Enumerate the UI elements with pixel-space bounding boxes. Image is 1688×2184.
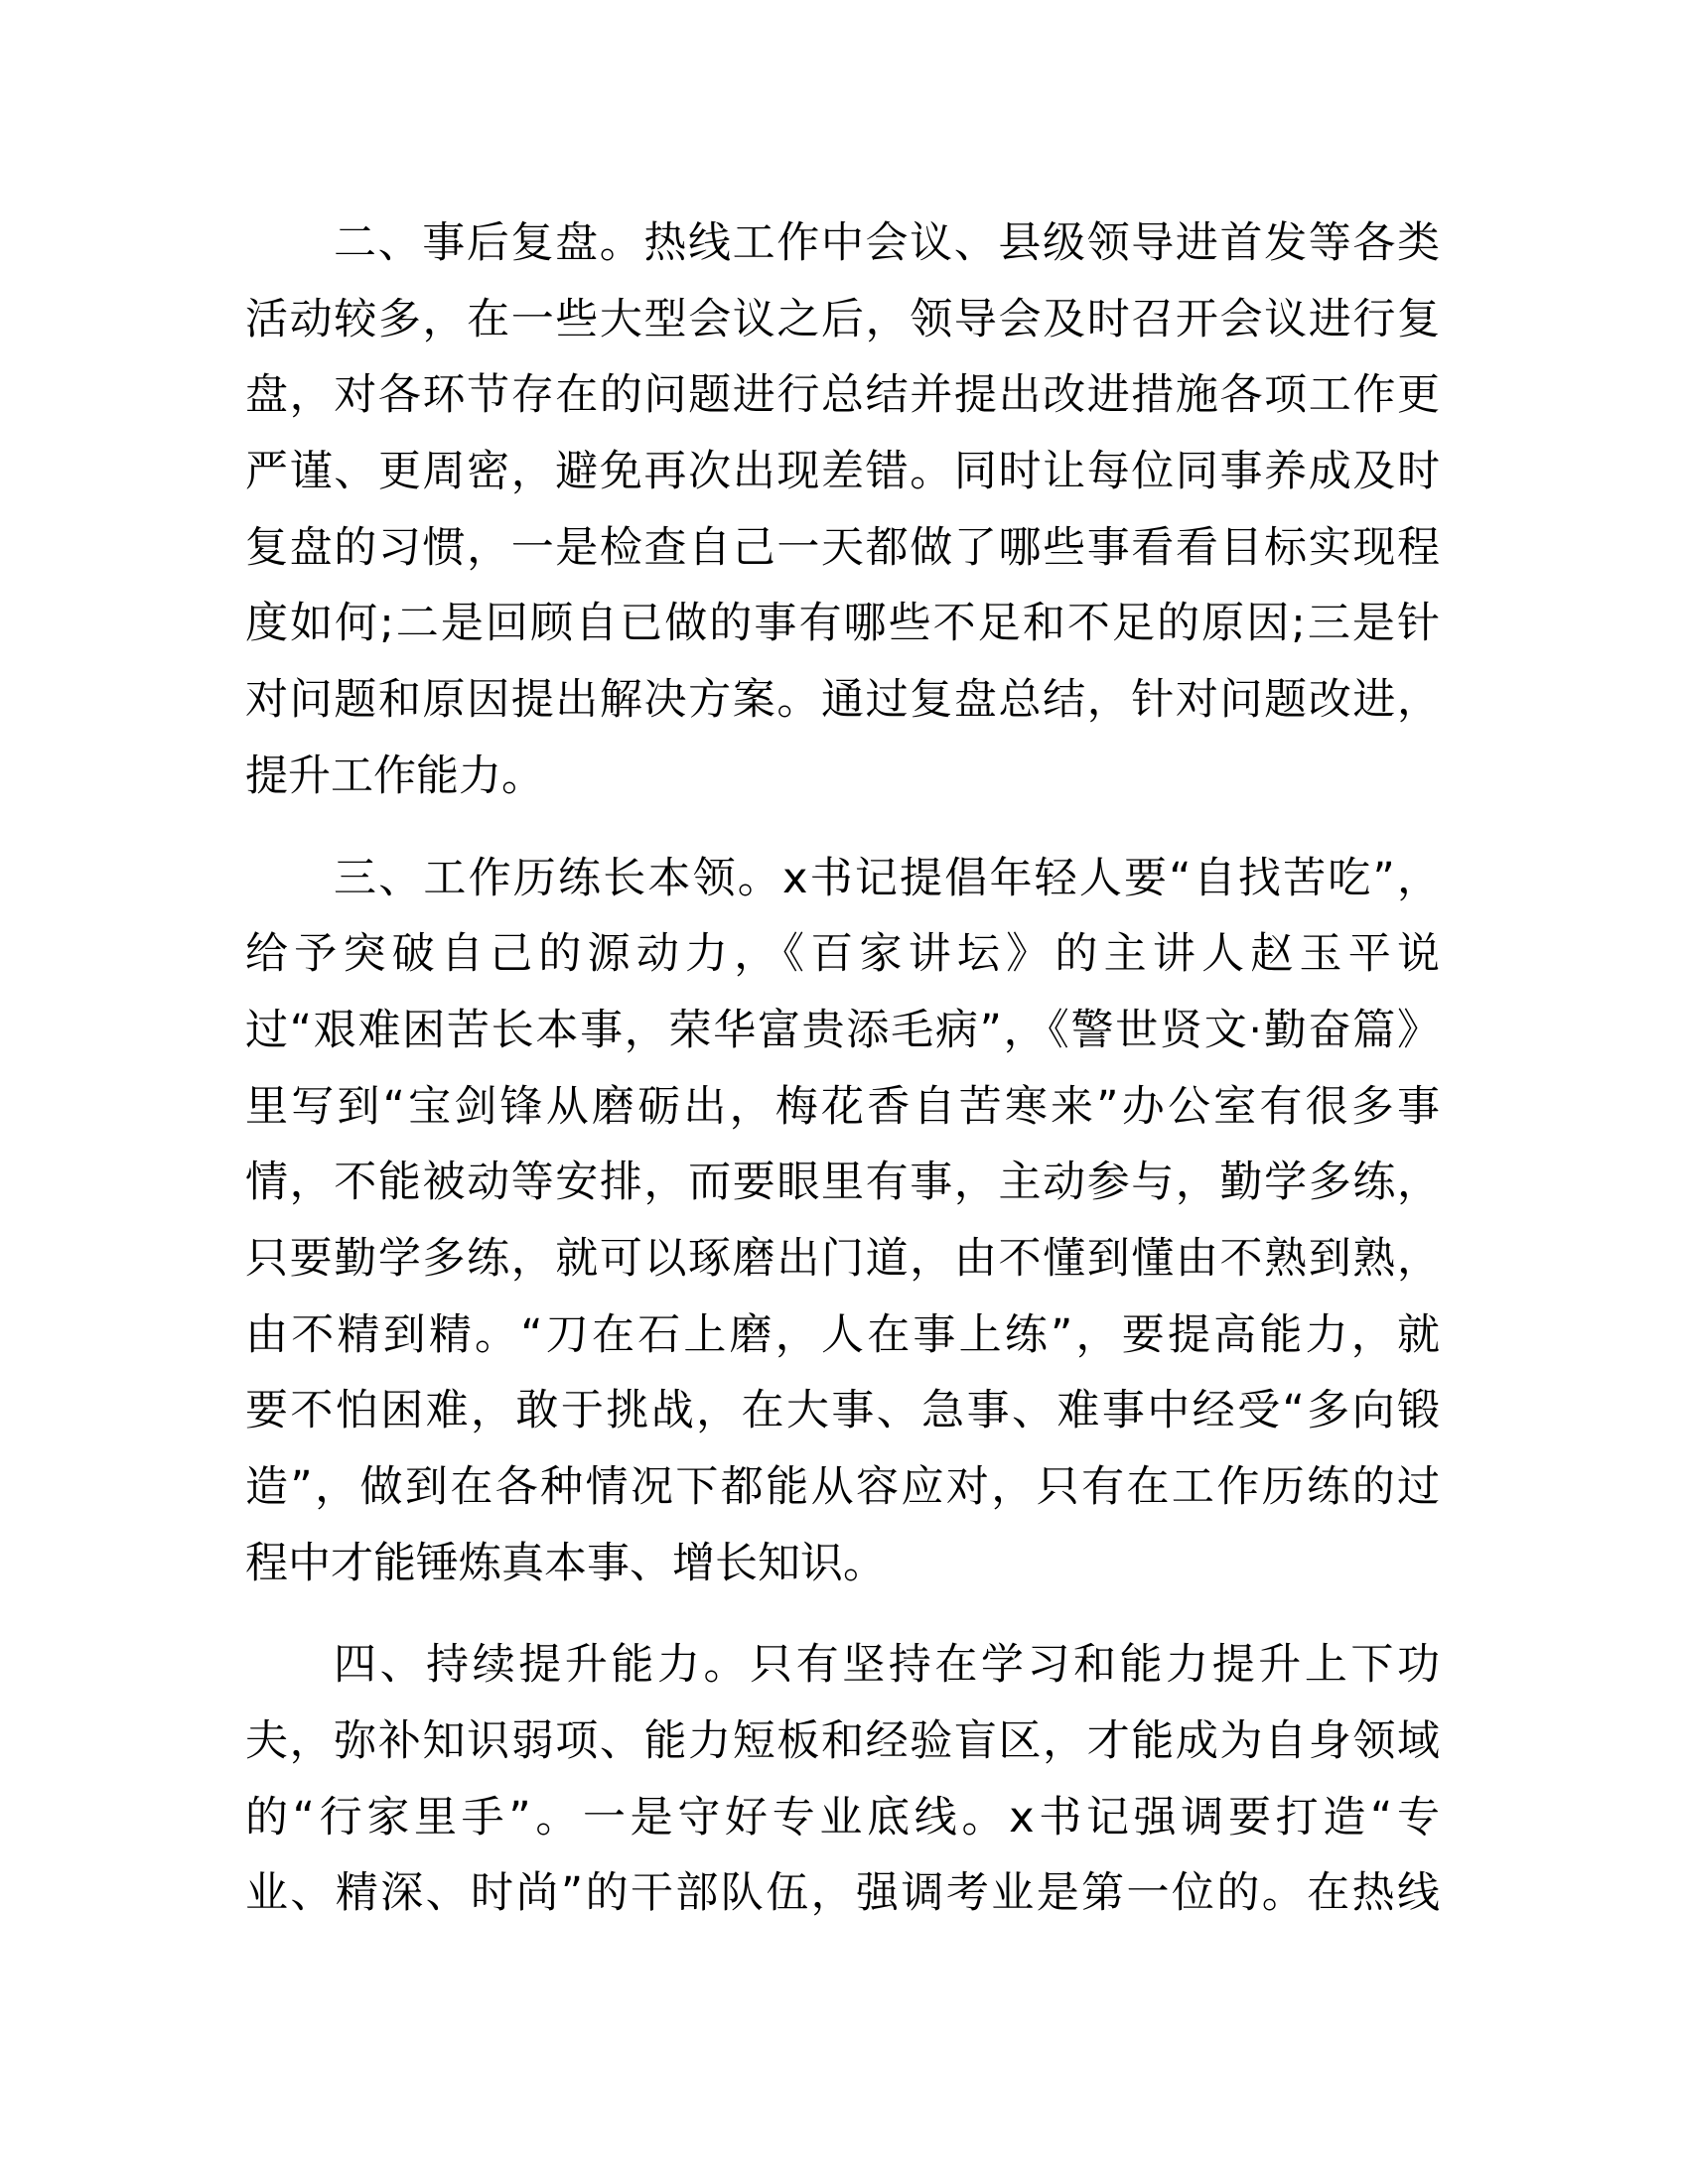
paragraph-section-4 (245, 1627, 1440, 1932)
text-line: 给予突破自己的源动力，《百家讲坛》的主讲人赵玉平说 (245, 929, 1440, 980)
text-line: 对问题和原因提出解决方案。通过复盘总结，针对问题改进， (245, 675, 1440, 726)
text-line: 活动较多，在一些大型会议之后，领导会及时召开会议进行复 (245, 294, 1440, 344)
document-body (245, 205, 1440, 1958)
text-line: 里写到“宝剑锋从磨砺出，梅花香自苦寒来”办公室有很多事 (245, 1081, 1440, 1132)
text-line: 业、精深、时尚”的干部队伍，强调考业是第一位的。在热线 (245, 1868, 1440, 1919)
text-line: 过“艰难困苦长本事，荣华富贵添毛病”，《警世贤文·勤奋篇》 (245, 1005, 1440, 1055)
text-line: 复盘的习惯，一是检查自己一天都做了哪些事看看目标实现程 (245, 522, 1440, 573)
paragraph-section-2 (245, 205, 1440, 815)
text-line: 造”，做到在各种情况下都能从容应对，只有在工作历练的过 (245, 1462, 1440, 1512)
text-line: 二、事后复盘。热线工作中会议、县级领导进首发等各类 (334, 218, 1440, 268)
text-line: 要不怕困难，敢于挑战，在大事、急事、难事中经受“多向锻 (245, 1386, 1440, 1436)
text-line: 提升工作能力。 (245, 751, 544, 801)
text-line: 四、持续提升能力。只有坚持在学习和能力提升上下功 (334, 1640, 1440, 1691)
text-line: 盘，对各环节存在的问题进行总结并提出改进措施各项工作更 (245, 370, 1440, 421)
text-line: 度如何;二是回顾自已做的事有哪些不足和不足的原因;三是针 (245, 599, 1440, 649)
text-line: 三、工作历练长本领。x书记提倡年轻人要“自找苦吃”， (334, 853, 1440, 903)
text-line: 只要勤学多练，就可以琢磨出门道，由不懂到懂由不熟到熟， (245, 1233, 1440, 1284)
text-line: 的“行家里手”。一是守好专业底线。x书记强调要打造“专 (245, 1792, 1440, 1843)
paragraph-section-3 (245, 841, 1440, 1602)
text-line: 由不精到精。“刀在石上磨，人在事上练”，要提高能力，就 (245, 1309, 1440, 1360)
text-line: 情，不能被动等安排，而要眼里有事，主动参与，勤学多练， (245, 1158, 1440, 1208)
text-line: 程中才能锤炼真本事、增长知识。 (245, 1538, 886, 1588)
text-line: 严谨、更周密，避免再次出现差错。同时让每位同事养成及时 (245, 447, 1440, 497)
text-line: 夫，弥补知识弱项、能力短板和经验盲区，才能成为自身领域 (245, 1716, 1440, 1767)
